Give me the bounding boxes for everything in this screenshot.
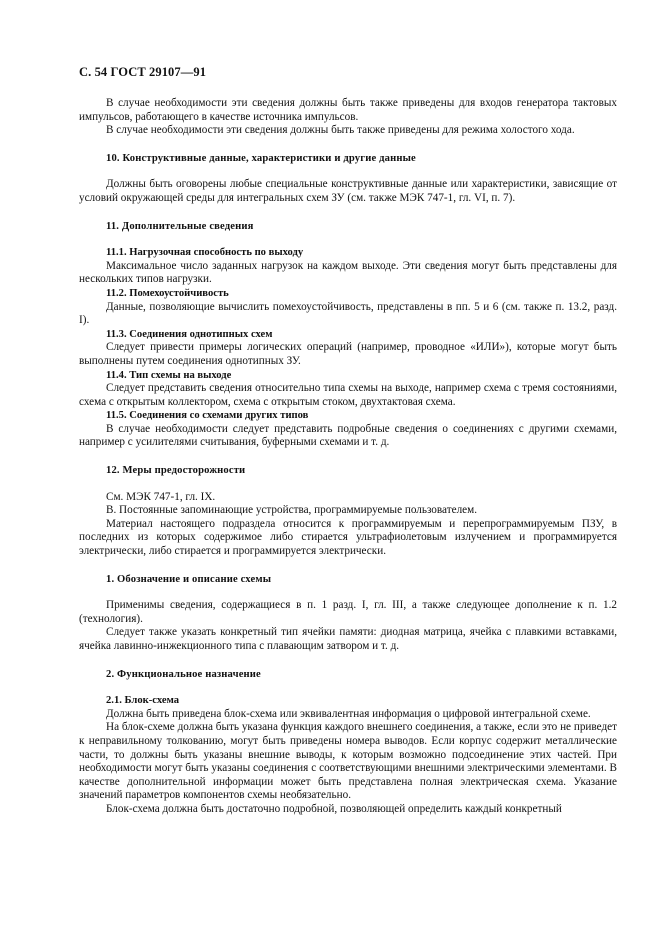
section-heading: 12. Меры предосторожности [106, 465, 246, 477]
subsection-heading: 11.1. Нагрузочная способность по выходу [106, 247, 304, 259]
paragraph: Блок-схема должна быть достаточно подробной, позволяющей определить каждый конкретный [106, 802, 562, 815]
paragraph: В случае необходимости следует представить подробные сведения о соединениях с другими схемами, например с усилителями считывания, буферными схемами и т. д. [79, 422, 617, 449]
paragraph: Следует привести примеры логических операций (например, проводное «ИЛИ»), которые могут быть выполнены путем соединения однотипных ЗУ. [79, 341, 617, 367]
subsection-heading: 2.1. Блок-схема [106, 695, 180, 707]
page-header: С. 54 ГОСТ 29107—91 [79, 65, 207, 79]
paragraph: Должны быть оговорены любые специальные конструктивные данные или характеристики, зависящие от условий окружающей среды для интегральных схем ЗУ (см. также МЭК 747-1, гл. VI, п. 7). [79, 178, 617, 204]
paragraph: Материал настоящего подраздела относится к программируемым и перепрограммируемым ПЗУ, в последних из которых содержимое либо стирается ультрафиолетовым излучением и программируется электрически, либо стирается и программируется электрически. [79, 517, 617, 558]
paragraph: Данные, позволяющие вычислить помехоустойчивость, представлены в пп. 5 и 6 (см. также п. 13.2, разд. I). [79, 300, 617, 327]
paragraph: Максимальное число заданных нагрузок на каждом выходе. Эти сведения могут быть представлены для нескольких типов нагрузки. [79, 259, 617, 286]
section-heading: 11. Дополнительные сведения [106, 220, 254, 232]
document-body [79, 97, 617, 817]
section-heading: 10. Конструктивные данные, характеристики и другие данные [106, 152, 416, 164]
paragraph: Следует представить сведения относительно типа схемы на выходе, например схема с тремя состояниями, схема с открытым коллектором, схема с открытым стоком, двухтактовая схема. [79, 382, 617, 408]
section-heading: 1. Обозначение и описание схемы [106, 573, 272, 585]
paragraph: В случае необходимости эти сведения должны быть также приведены для режима холостого хода. [106, 124, 575, 137]
subsection-heading: 11.3. Соединения однотипных схем [106, 328, 273, 340]
paragraph: В. Постоянные запоминающие устройства, программируемые пользователем. [106, 504, 477, 517]
paragraph: См. МЭК 747-1, гл. IX. [106, 490, 216, 503]
paragraph: Применимы сведения, содержащиеся в п. 1 разд. I, гл. III, а также следующее дополнение к п. 1.2 (технология). [79, 599, 617, 625]
paragraph: Следует также указать конкретный тип ячейки памяти: диодная матрица, ячейка с плавкими вставками, ячейка лавинно-инжекционного типа с плавающим затвором и т. д. [79, 626, 617, 652]
paragraph: Должна быть приведена блок-схема или эквивалентная информация о цифровой интегральной схеме. [106, 707, 591, 720]
subsection-heading: 11.5. Соединения со схемами других типов [106, 410, 309, 422]
paragraph: На блок-схеме должна быть указана функция каждого внешнего соединения, а также, если это не приведет к неправильному толкованию, могут быть приведены номера выводов. Если корпус содержит металлические части, то должны быть указаны внешние выводы, к которым возможно подсоединение этих частей. При необходимости могут быть указаны соединения с соответствующими внешними электрическими элементами. В качестве дополнительной информации может быть представлена полная электрическая схема. Указание значений параметров компонентов схемы необязательно. [79, 721, 617, 802]
subsection-heading: 11.4. Тип схемы на выходе [106, 369, 232, 381]
subsection-heading: 11.2. Помехоустойчивость [106, 287, 229, 299]
section-heading: 2. Функциональное назначение [106, 668, 261, 680]
paragraph: В случае необходимости эти сведения должны быть также приведены для входов генератора тактовых импульсов, работающего в качестве источника импульсов. [79, 97, 617, 123]
